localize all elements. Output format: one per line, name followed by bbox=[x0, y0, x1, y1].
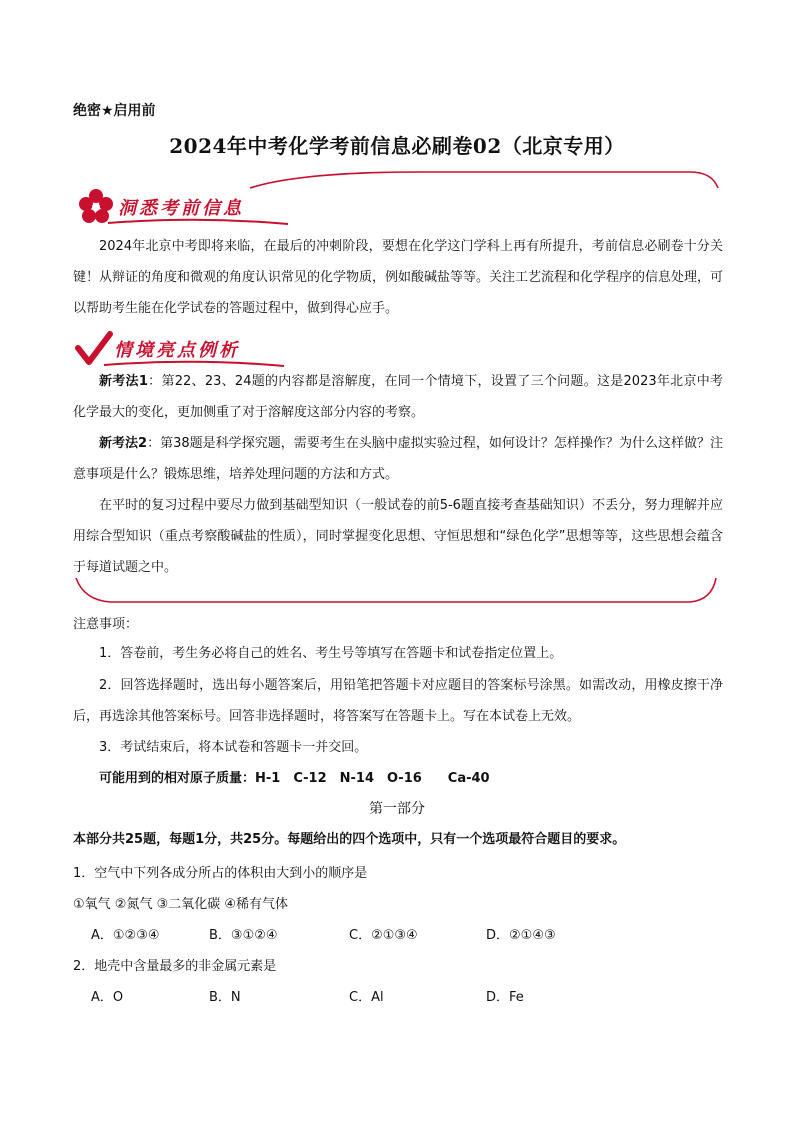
confidential-label: 绝密★启用前 bbox=[73, 103, 156, 119]
question-2-stem: 2．地壳中含量最多的非金属元素是 bbox=[73, 959, 277, 974]
page-title: 2024年中考化学考前信息必刷卷02（北京专用） bbox=[169, 134, 625, 158]
part-instruction: 本部分共25题，每题1分，共25分。每题给出的四个选项中，只有一个选项最符合题目的要求。 bbox=[73, 832, 626, 847]
closing-paragraph: 在平时的复习过程中要尽力做到基础型知识（一般试卷的前5-6题直接考查基础知识）不丢分，努力理解并应用综合型知识（重点考察酸碱盐的性质），同时掌握变化思想、守恒思想和“绿色化学”思想等等，这些思想会蕴含于每道试题之中。 bbox=[73, 498, 723, 575]
info-banner-text: 洞悉考前信息 bbox=[118, 198, 244, 219]
note-item-3: 3．考试结束后，将本试卷和答题卡一并交回。 bbox=[99, 740, 368, 755]
atomic-mass-line: 可能用到的相对原子质量：H-1 C-12 N-14 O-16 Ca-40 bbox=[99, 771, 490, 786]
new-method-2 bbox=[73, 428, 723, 490]
note-item-2: 2．回答选择题时，选出每小题答案后，用铅笔把答题卡对应题目的答案标号涂黑。如需改动，用橡皮擦干净后，再选涂其他答案标号。回答非选择题时，将答案写在答题卡上。写在本试卷上无效。 bbox=[73, 678, 723, 724]
new-method-1-text: ：第22、23、24题的内容都是溶解度，在同一个情境下，设置了三个问题。这是2023年北京中考化学最大的变化，更加侧重了对于溶解度这部分内容的考察。 bbox=[73, 374, 724, 420]
question-1-stem: 1．空气中下列各成分所占的体积由大到小的顺序是 bbox=[73, 866, 368, 881]
question-1-option-b[interactable]: B．③①②④ bbox=[209, 928, 278, 943]
new-method-1-label: 新考法1 bbox=[99, 374, 148, 389]
note-item-1: 1．答卷前，考生务必将自己的姓名、考生号等填写在答题卡和试卷指定位置上。 bbox=[99, 646, 563, 661]
highlight-banner bbox=[74, 328, 264, 368]
part-heading: 第一部分 bbox=[369, 801, 425, 817]
question-2-option-a[interactable]: A．O bbox=[91, 990, 124, 1005]
info-paragraph: 2024年北京中考即将来临，在最后的冲刺阶段，要想在化学这门学科上再有所提升，考前信息必刷卷十分关键！从辩证的角度和微观的角度认识常见的化学物质，例如酸碱盐等等。关注工艺流程和化学程序的信息处理，可以帮助考生能在化学试卷的答题过程中，做到得心应手。 bbox=[73, 239, 724, 316]
new-method-2-text: ：第38题是科学探究题，需要考生在头脑中虚拟实验过程，如何设计？怎样操作？为什么这样做？注意事项是什么？锻炼思维，培养处理问题的方法和方式。 bbox=[73, 436, 724, 482]
question-1-option-d[interactable]: D．②①④③ bbox=[486, 928, 556, 943]
question-2-option-d[interactable]: D．Fe bbox=[486, 990, 524, 1005]
info-banner bbox=[78, 186, 268, 226]
question-2-option-c[interactable]: C．Al bbox=[349, 990, 384, 1005]
new-method-2-label: 新考法2 bbox=[99, 436, 148, 451]
new-method-1 bbox=[73, 366, 723, 428]
question-1-items: ①氧气 ②氮气 ③二氧化碳 ④稀有气体 bbox=[73, 897, 289, 912]
banner-underline bbox=[108, 218, 288, 228]
highlight-banner-text: 情境亮点例析 bbox=[114, 340, 240, 361]
frame-top-curve bbox=[250, 172, 718, 188]
question-2-option-b[interactable]: B．N bbox=[209, 990, 241, 1005]
question-1-option-c[interactable]: C．②①③④ bbox=[349, 928, 418, 943]
notes-heading: 注意事项： bbox=[73, 617, 139, 632]
question-1-option-a[interactable]: A．①②③④ bbox=[91, 928, 160, 943]
